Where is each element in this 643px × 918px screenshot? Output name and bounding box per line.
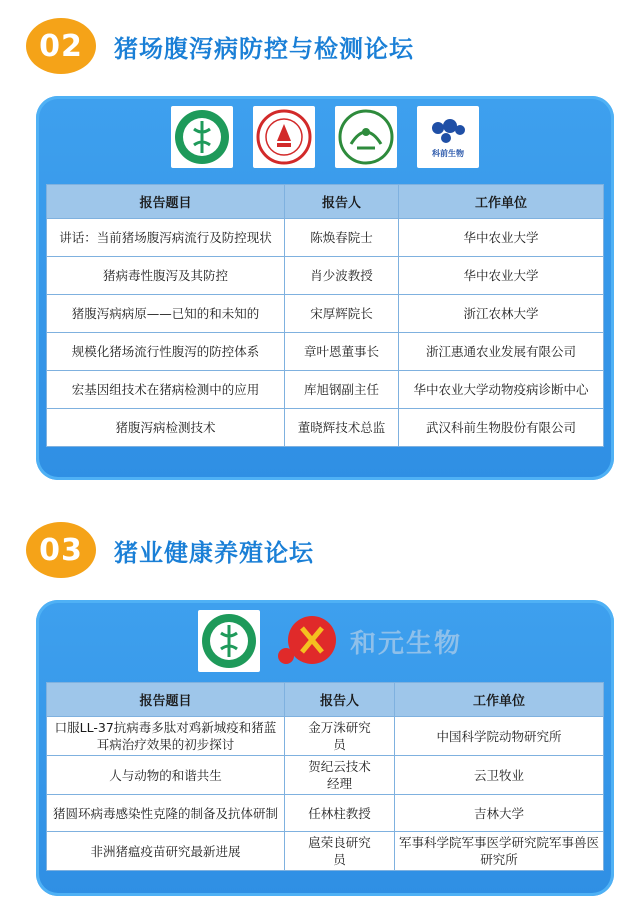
cell-speaker: 董晓辉技术总监 [285, 409, 399, 447]
cell-topic: 宏基因组技术在猪病检测中的应用 [47, 371, 285, 409]
section-03-card [36, 600, 614, 896]
cell-affiliation: 中国科学院动物研究所 [395, 717, 604, 756]
logo-row [36, 610, 614, 672]
table-row [47, 832, 604, 871]
red-emblem-logo [253, 106, 315, 168]
cell-topic: 规模化猪场流行性腹泻的防控体系 [47, 333, 285, 371]
cell-affiliation: 浙江农林大学 [399, 295, 604, 333]
cell-topic: 猪腹泻病病原——已知的和未知的 [47, 295, 285, 333]
table-row [47, 717, 604, 756]
header-affiliation: 工作单位 [399, 185, 604, 219]
cell-topic: 讲话：当前猪场腹泻病流行及防控现状 [47, 219, 285, 257]
cell-speaker: 宋厚辉院长 [285, 295, 399, 333]
table-header-row [47, 683, 604, 717]
cell-affiliation: 军事科学院军事医学研究院军事兽医研究所 [395, 832, 604, 871]
section-02-header [26, 18, 414, 74]
cell-speaker: 贺纪云技术经理 [285, 756, 395, 795]
cell-affiliation: 华中农业大学 [399, 219, 604, 257]
cell-topic: 猪圆环病毒感染性克隆的制备及抗体研制 [47, 795, 285, 832]
report-table [46, 682, 604, 871]
cell-topic: 人与动物的和谐共生 [47, 756, 285, 795]
cell-speaker: 肖少波教授 [285, 257, 399, 295]
header-topic: 报告题目 [47, 683, 285, 717]
section-number-badge: 03 [26, 522, 96, 578]
cell-affiliation: 华中农业大学 [399, 257, 604, 295]
cell-topic: 非洲猪瘟疫苗研究最新进展 [47, 832, 285, 871]
header-speaker: 报告人 [285, 185, 399, 219]
green-emblem-logo [335, 106, 397, 168]
cell-affiliation: 武汉科前生物股份有限公司 [399, 409, 604, 447]
vet-association-logo [171, 106, 233, 168]
cell-topic: 猪病毒性腹泻及其防控 [47, 257, 285, 295]
report-table [46, 184, 604, 447]
cell-topic: 口服LL-37抗病毒多肽对鸡新城疫和猪蓝耳病治疗效果的初步探讨 [47, 717, 285, 756]
header-topic: 报告题目 [47, 185, 285, 219]
heyuan-logo [276, 610, 462, 672]
vet-association-logo [198, 610, 260, 672]
cell-speaker: 章叶恩董事长 [285, 333, 399, 371]
keqian-logo-text: 科前生物 [432, 148, 464, 158]
cell-speaker: 扈荣良研究员 [285, 832, 395, 871]
section-title: 猪场腹泻病防控与检测论坛 [114, 34, 414, 63]
cell-affiliation: 吉林大学 [395, 795, 604, 832]
table-row [47, 219, 604, 257]
table-row [47, 333, 604, 371]
table-wrapper [46, 184, 604, 447]
cell-speaker: 任林柱教授 [285, 795, 395, 832]
cell-speaker: 金万洙研究员 [285, 717, 395, 756]
section-number-badge: 02 [26, 18, 96, 74]
table-wrapper [46, 682, 604, 871]
logo-row [36, 106, 614, 168]
heyuan-logo-text: 和元生物 [349, 628, 462, 659]
table-header-row [47, 185, 604, 219]
cell-speaker: 陈焕春院士 [285, 219, 399, 257]
cell-affiliation: 浙江惠通农业发展有限公司 [399, 333, 604, 371]
cell-affiliation: 云卫牧业 [395, 756, 604, 795]
header-speaker: 报告人 [285, 683, 395, 717]
table-row [47, 756, 604, 795]
table-row [47, 795, 604, 832]
cell-topic: 猪腹泻病检测技术 [47, 409, 285, 447]
cell-speaker: 库旭钢副主任 [285, 371, 399, 409]
keqian-logo [417, 106, 479, 168]
header-affiliation: 工作单位 [395, 683, 604, 717]
section-03-header [26, 522, 314, 578]
section-title: 猪业健康养殖论坛 [114, 538, 314, 567]
table-row [47, 257, 604, 295]
section-02-card [36, 96, 614, 480]
table-row [47, 295, 604, 333]
table-row [47, 371, 604, 409]
cell-affiliation: 华中农业大学动物疫病诊断中心 [399, 371, 604, 409]
table-row [47, 409, 604, 447]
